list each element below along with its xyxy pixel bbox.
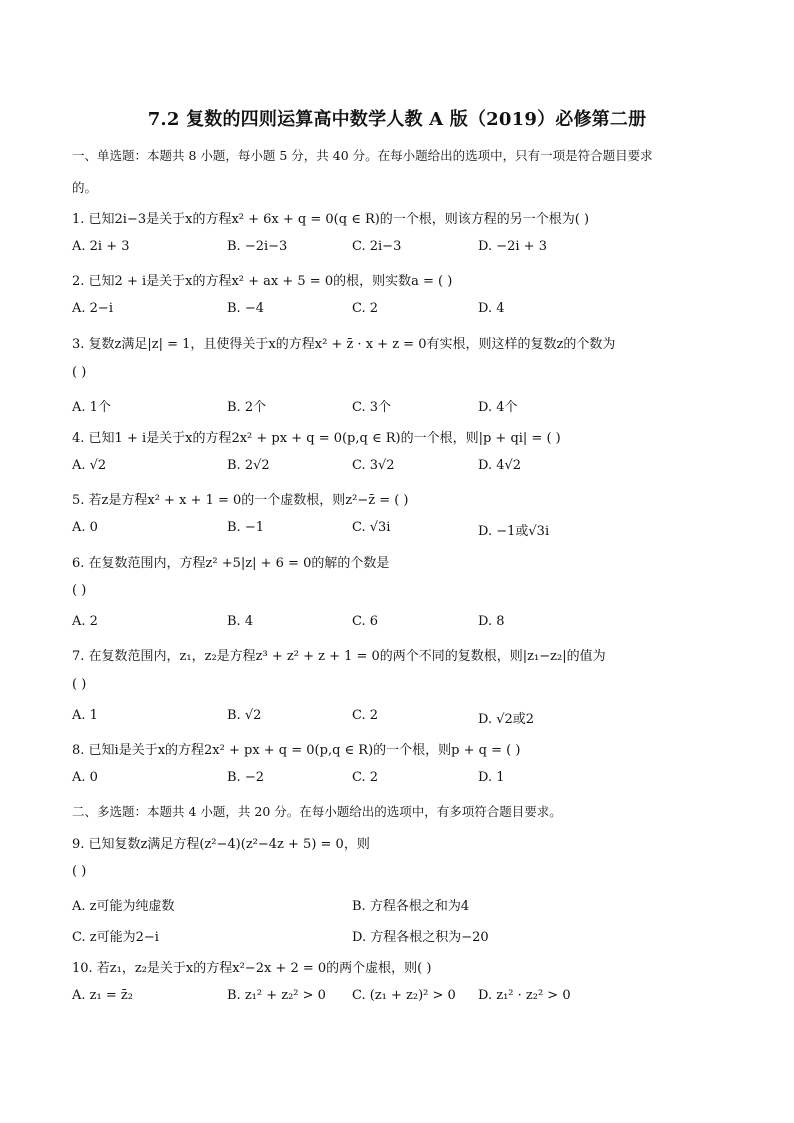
question-8-option-a: A. 0 [72,770,98,785]
question-9-option-a: A. z可能为纯虚数 [72,899,175,914]
section-1-heading-cont: 的。 [72,180,98,195]
question-9-option-b: B. 方程各根之和为4 [352,899,470,914]
question-5-option-d: D. −1或√3i [478,524,550,539]
question-10-option-c: C. (z₁ + z₂)² > 0 [352,988,456,1003]
question-9-option-d: D. 方程各根之积为−20 [352,930,489,945]
question-1-option-a: A. 2i + 3 [72,239,130,254]
question-6-stem: 6. 在复数范围内，方程z² +5|z| + 6 = 0的解的个数是 [72,556,390,571]
question-9-stem: 9. 已知复数z满足方程(z²−4)(z²−4z + 5) = 0，则 [72,837,370,852]
question-1-stem: 1. 已知2i−3是关于x的方程x² + 6x + q = 0(q ∈ R)的一个根，则该方程的另一个根为( ) [72,212,590,227]
question-3-stem: 3. 复数z满足|z| = 1，且使得关于x的方程x² + z̄ · x + z = 0有实根，则这样的复数z的个数为 [72,337,616,352]
question-8-stem: 8. 已知i是关于x的方程2x² + px + q = 0(p,q ∈ R)的一个根，则p + q = ( ) [72,743,521,758]
question-6-paren: ( ) [72,583,87,598]
question-7-option-a: A. 1 [72,708,98,723]
question-1-option-c: C. 2i−3 [352,239,402,254]
question-3-option-c: C. 3个 [352,400,392,415]
question-6-option-b: B. 4 [227,614,254,629]
question-5-stem: 5. 若z是方程x² + x + 1 = 0的一个虚数根，则z²−z̄ = ( ) [72,493,409,508]
question-5-option-a: A. 0 [72,520,98,535]
question-7-option-d: D. √2或2 [478,712,535,727]
question-3-paren: ( ) [72,365,87,380]
question-3-option-b: B. 2个 [227,400,267,415]
question-2-option-a: A. 2−i [72,301,113,316]
question-8-option-d: D. 1 [478,770,505,785]
section-2-heading: 二、多选题：本题共 4 小题，共 20 分。在每小题给出的选项中，有多项符合题目要求。 [72,804,562,819]
question-3-option-a: A. 1个 [72,400,111,415]
question-1-option-b: B. −2i−3 [227,239,288,254]
question-6-option-a: A. 2 [72,614,98,629]
question-4-stem: 4. 已知1 + i是关于x的方程2x² + px + q = 0(p,q ∈ R)的一个根，则|p + qi| = ( ) [72,431,561,446]
question-9-paren: ( ) [72,864,87,879]
question-7-option-b: B. √2 [227,708,262,723]
question-8-option-c: C. 2 [352,770,379,785]
question-10-option-b: B. z₁² + z₂² > 0 [227,988,326,1003]
question-10-option-d: D. z₁² · z₂² > 0 [478,988,571,1003]
question-4-option-d: D. 4√2 [478,458,522,473]
question-4-option-c: C. 3√2 [352,458,395,473]
question-2-stem: 2. 已知2 + i是关于x的方程x² + ax + 5 = 0的根，则实数a = ( ) [72,274,453,289]
question-3-option-d: D. 4个 [478,400,518,415]
question-4-option-b: B. 2√2 [227,458,270,473]
question-2-option-d: D. 4 [478,301,505,316]
question-2-option-c: C. 2 [352,301,379,316]
question-6-option-c: C. 6 [352,614,379,629]
question-7-paren: ( ) [72,677,87,692]
question-5-option-c: C. √3i [352,520,391,535]
question-7-option-c: C. 2 [352,708,379,723]
section-1-heading: 一、单选题：本题共 8 小题，每小题 5 分，共 40 分。在每小题给出的选项中，只有一项是符合题目要求 [72,148,653,163]
question-5-option-b: B. −1 [227,520,264,535]
question-1-option-d: D. −2i + 3 [478,239,547,254]
question-2-option-b: B. −4 [227,301,264,316]
question-10-option-a: A. z₁ = z̄₂ [72,988,133,1003]
question-9-option-c: C. z可能为2−i [72,930,159,945]
question-6-option-d: D. 8 [478,614,505,629]
question-10-stem: 10. 若z₁，z₂是关于x的方程x²−2x + 2 = 0的两个虚根，则( ) [72,961,432,976]
question-8-option-b: B. −2 [227,770,264,785]
question-4-option-a: A. √2 [72,458,107,473]
page-title: 7.2 复数的四则运算高中数学人教 A 版（2019）必修第二册 [147,109,647,130]
question-7-stem: 7. 在复数范围内，z₁，z₂是方程z³ + z² + z + 1 = 0的两个不同的复数根，则|z₁−z₂|的值为 [72,649,606,664]
